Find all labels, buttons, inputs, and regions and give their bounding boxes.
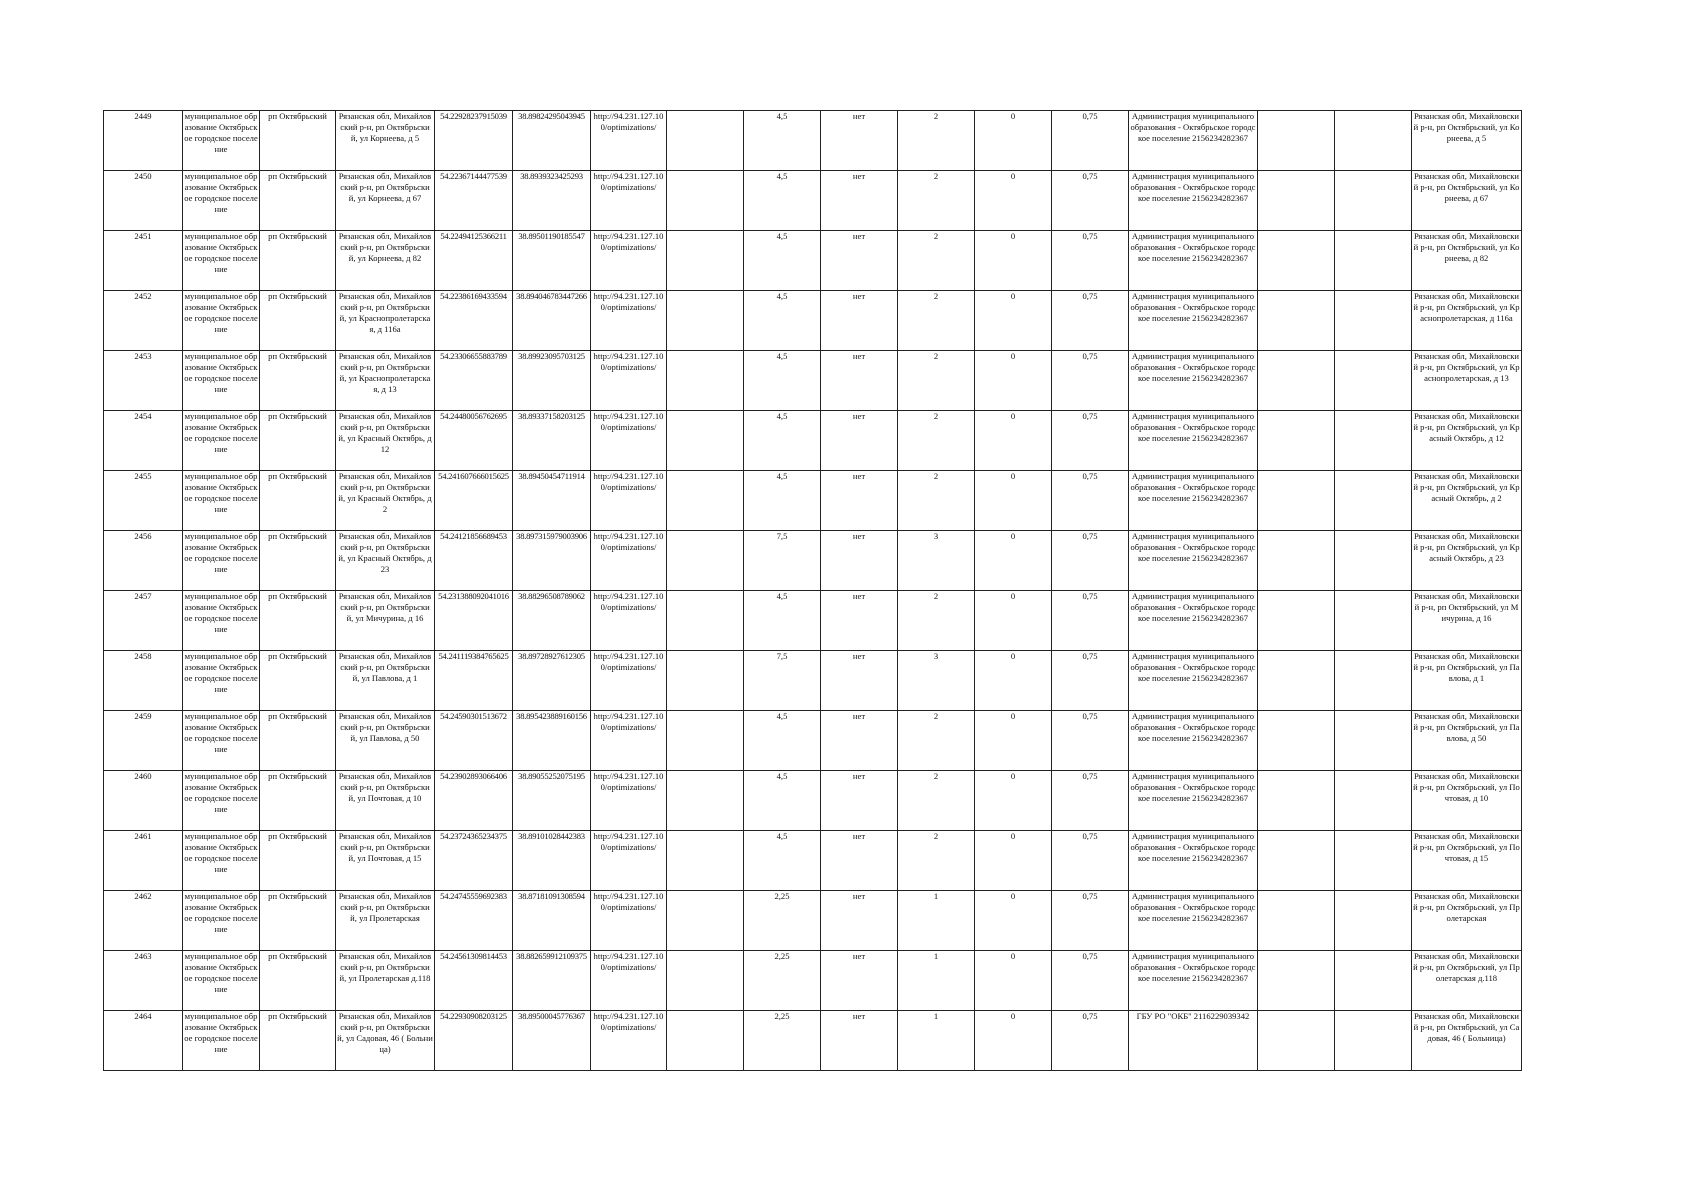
container-count-cell: 3 (898, 531, 975, 591)
row-number-cell: 2459 (104, 711, 183, 771)
table-row (104, 951, 1522, 1011)
empty-cell (1258, 291, 1335, 351)
waste-source-cell: Рязанская обл, Михайловский р-н, рп Октябрьский, ул Пролетарская д.118 (1412, 951, 1522, 1011)
area-cell: 4,5 (744, 171, 821, 231)
settlement-cell: рп Октябрьский (260, 711, 336, 771)
zero-count-cell: 0 (975, 351, 1052, 411)
table-row (104, 591, 1522, 651)
row-number-cell: 2456 (104, 531, 183, 591)
address-cell: Рязанская обл, Михайловский р-н, рп Октябрьский, ул Красный Октябрь, д 2 (336, 471, 435, 531)
municipality-type-cell: муниципальное образование Октябрьское городское поселение (183, 831, 260, 891)
volume-cell: 0,75 (1052, 231, 1129, 291)
latitude-cell: 54.241119384765625 (435, 651, 513, 711)
url-cell: http://94.231.127.100/optimizations/ (591, 591, 667, 651)
owner-cell: Администрация муниципального образования - Октябрьское городское поселение 2156234282367 (1129, 231, 1258, 291)
empty-cell (1258, 591, 1335, 651)
container-count-cell: 2 (898, 231, 975, 291)
waste-source-cell: Рязанская обл, Михайловский р-н, рп Октябрьский, ул Пролетарская (1412, 891, 1522, 951)
longitude-cell: 38.894046783447266 (513, 291, 591, 351)
municipality-type-cell: муниципальное образование Октябрьское городское поселение (183, 591, 260, 651)
volume-cell: 0,75 (1052, 771, 1129, 831)
cover-cell: нет (821, 291, 898, 351)
row-number-cell: 2463 (104, 951, 183, 1011)
zero-count-cell: 0 (975, 1011, 1052, 1071)
longitude-cell: 38.89824295043945 (513, 111, 591, 171)
empty-cell (1335, 531, 1412, 591)
volume-cell: 0,75 (1052, 1011, 1129, 1071)
table-row (104, 471, 1522, 531)
waste-source-cell: Рязанская обл, Михайловский р-н, рп Октябрьский, ул Павлова, д 1 (1412, 651, 1522, 711)
latitude-cell: 54.23902893066406 (435, 771, 513, 831)
owner-cell: ГБУ РО "ОКБ" 2116229039342 (1129, 1011, 1258, 1071)
address-cell: Рязанская обл, Михайловский р-н, рп Октябрьский, ул Корнеева, д 82 (336, 231, 435, 291)
cover-cell: нет (821, 651, 898, 711)
empty-cell (667, 891, 744, 951)
empty-cell (1335, 831, 1412, 891)
latitude-cell: 54.24480056762695 (435, 411, 513, 471)
row-number-cell: 2450 (104, 171, 183, 231)
url-cell: http://94.231.127.100/optimizations/ (591, 411, 667, 471)
settlement-cell: рп Октябрьский (260, 411, 336, 471)
zero-count-cell: 0 (975, 171, 1052, 231)
url-cell: http://94.231.127.100/optimizations/ (591, 351, 667, 411)
municipality-type-cell: муниципальное образование Октябрьское городское поселение (183, 711, 260, 771)
municipality-type-cell: муниципальное образование Октябрьское городское поселение (183, 471, 260, 531)
municipality-type-cell: муниципальное образование Октябрьское городское поселение (183, 651, 260, 711)
container-count-cell: 3 (898, 651, 975, 711)
empty-cell (667, 951, 744, 1011)
longitude-cell: 38.89055252075195 (513, 771, 591, 831)
municipality-type-cell: муниципальное образование Октябрьское городское поселение (183, 771, 260, 831)
longitude-cell: 38.882659912109375 (513, 951, 591, 1011)
empty-cell (1335, 471, 1412, 531)
latitude-cell: 54.23724365234375 (435, 831, 513, 891)
address-cell: Рязанская обл, Михайловский р-н, рп Октябрьский, ул Почтовая, д 15 (336, 831, 435, 891)
empty-cell (1258, 831, 1335, 891)
settlement-cell: рп Октябрьский (260, 1011, 336, 1071)
longitude-cell: 38.89450454711914 (513, 471, 591, 531)
empty-cell (1335, 891, 1412, 951)
empty-cell (667, 351, 744, 411)
settlement-cell: рп Октябрьский (260, 531, 336, 591)
owner-cell: Администрация муниципального образования - Октябрьское городское поселение 2156234282367 (1129, 531, 1258, 591)
table-row (104, 171, 1522, 231)
url-cell: http://94.231.127.100/optimizations/ (591, 291, 667, 351)
area-cell: 2,25 (744, 1011, 821, 1071)
table-row (104, 711, 1522, 771)
longitude-cell: 38.897315979003906 (513, 531, 591, 591)
url-cell: http://94.231.127.100/optimizations/ (591, 171, 667, 231)
empty-cell (1258, 711, 1335, 771)
cover-cell: нет (821, 171, 898, 231)
address-cell: Рязанская обл, Михайловский р-н, рп Октябрьский, ул Корнеева, д 67 (336, 171, 435, 231)
volume-cell: 0,75 (1052, 351, 1129, 411)
empty-cell (1335, 711, 1412, 771)
empty-cell (1258, 351, 1335, 411)
row-number-cell: 2455 (104, 471, 183, 531)
area-cell: 2,25 (744, 891, 821, 951)
area-cell: 4,5 (744, 591, 821, 651)
settlement-cell: рп Октябрьский (260, 771, 336, 831)
address-cell: Рязанская обл, Михайловский р-н, рп Октябрьский, ул Павлова, д 1 (336, 651, 435, 711)
settlement-cell: рп Октябрьский (260, 471, 336, 531)
empty-cell (667, 711, 744, 771)
latitude-cell: 54.22386169433594 (435, 291, 513, 351)
area-cell: 7,5 (744, 651, 821, 711)
volume-cell: 0,75 (1052, 891, 1129, 951)
row-number-cell: 2451 (104, 231, 183, 291)
empty-cell (1258, 771, 1335, 831)
latitude-cell: 54.24745559692383 (435, 891, 513, 951)
volume-cell: 0,75 (1052, 831, 1129, 891)
table-row (104, 291, 1522, 351)
owner-cell: Администрация муниципального образования - Октябрьское городское поселение 2156234282367 (1129, 951, 1258, 1011)
cover-cell: нет (821, 1011, 898, 1071)
empty-cell (1335, 951, 1412, 1011)
volume-cell: 0,75 (1052, 531, 1129, 591)
longitude-cell: 38.88296508789062 (513, 591, 591, 651)
owner-cell: Администрация муниципального образования - Октябрьское городское поселение 2156234282367 (1129, 411, 1258, 471)
empty-cell (667, 1011, 744, 1071)
waste-source-cell: Рязанская обл, Михайловский р-н, рп Октябрьский, ул Садовая, 46 ( Больница) (1412, 1011, 1522, 1071)
area-cell: 4,5 (744, 231, 821, 291)
longitude-cell: 38.89923095703125 (513, 351, 591, 411)
municipality-type-cell: муниципальное образование Октябрьское городское поселение (183, 351, 260, 411)
settlement-cell: рп Октябрьский (260, 231, 336, 291)
container-count-cell: 2 (898, 471, 975, 531)
empty-cell (1258, 891, 1335, 951)
latitude-cell: 54.24590301513672 (435, 711, 513, 771)
container-count-cell: 2 (898, 111, 975, 171)
table-row (104, 1011, 1522, 1071)
volume-cell: 0,75 (1052, 171, 1129, 231)
latitude-cell: 54.22930908203125 (435, 1011, 513, 1071)
container-count-cell: 1 (898, 891, 975, 951)
zero-count-cell: 0 (975, 951, 1052, 1011)
url-cell: http://94.231.127.100/optimizations/ (591, 1011, 667, 1071)
longitude-cell: 38.89500045776367 (513, 1011, 591, 1071)
municipality-type-cell: муниципальное образование Октябрьское городское поселение (183, 531, 260, 591)
row-number-cell: 2464 (104, 1011, 183, 1071)
area-cell: 4,5 (744, 831, 821, 891)
url-cell: http://94.231.127.100/optimizations/ (591, 231, 667, 291)
owner-cell: Администрация муниципального образования - Октябрьское городское поселение 2156234282367 (1129, 111, 1258, 171)
waste-source-cell: Рязанская обл, Михайловский р-н, рп Октябрьский, ул Корнеева, д 67 (1412, 171, 1522, 231)
container-count-cell: 1 (898, 951, 975, 1011)
zero-count-cell: 0 (975, 231, 1052, 291)
waste-source-cell: Рязанская обл, Михайловский р-н, рп Октябрьский, ул Мичурина, д 16 (1412, 591, 1522, 651)
latitude-cell: 54.22367144477539 (435, 171, 513, 231)
owner-cell: Администрация муниципального образования - Октябрьское городское поселение 2156234282367 (1129, 351, 1258, 411)
empty-cell (1258, 171, 1335, 231)
cover-cell: нет (821, 591, 898, 651)
latitude-cell: 54.22494125366211 (435, 231, 513, 291)
zero-count-cell: 0 (975, 531, 1052, 591)
waste-source-cell: Рязанская обл, Михайловский р-н, рп Октябрьский, ул Краснопролетарская, д 116а (1412, 291, 1522, 351)
empty-cell (1335, 111, 1412, 171)
zero-count-cell: 0 (975, 711, 1052, 771)
municipality-type-cell: муниципальное образование Октябрьское городское поселение (183, 1011, 260, 1071)
address-cell: Рязанская обл, Михайловский р-н, рп Октябрьский, ул Почтовая, д 10 (336, 771, 435, 831)
table-row (104, 111, 1522, 171)
owner-cell: Администрация муниципального образования - Октябрьское городское поселение 2156234282367 (1129, 771, 1258, 831)
empty-cell (1258, 231, 1335, 291)
cover-cell: нет (821, 771, 898, 831)
zero-count-cell: 0 (975, 411, 1052, 471)
table-row (104, 651, 1522, 711)
container-count-cell: 2 (898, 411, 975, 471)
settlement-cell: рп Октябрьский (260, 111, 336, 171)
container-count-cell: 2 (898, 771, 975, 831)
address-cell: Рязанская обл, Михайловский р-н, рп Октябрьский, ул Красный Октябрь, д 12 (336, 411, 435, 471)
cover-cell: нет (821, 531, 898, 591)
volume-cell: 0,75 (1052, 951, 1129, 1011)
address-cell: Рязанская обл, Михайловский р-н, рп Октябрьский, ул Пролетарская (336, 891, 435, 951)
empty-cell (667, 291, 744, 351)
url-cell: http://94.231.127.100/optimizations/ (591, 771, 667, 831)
longitude-cell: 38.8939323425293 (513, 171, 591, 231)
empty-cell (1258, 531, 1335, 591)
table-row (104, 351, 1522, 411)
cover-cell: нет (821, 891, 898, 951)
empty-cell (1335, 591, 1412, 651)
empty-cell (667, 171, 744, 231)
latitude-cell: 54.23306655883789 (435, 351, 513, 411)
latitude-cell: 54.24561309814453 (435, 951, 513, 1011)
municipality-type-cell: муниципальное образование Октябрьское городское поселение (183, 891, 260, 951)
owner-cell: Администрация муниципального образования - Октябрьское городское поселение 2156234282367 (1129, 651, 1258, 711)
empty-cell (1335, 231, 1412, 291)
table-row (104, 531, 1522, 591)
address-cell: Рязанская обл, Михайловский р-н, рп Октябрьский, ул Краснопролетарская, д 13 (336, 351, 435, 411)
longitude-cell: 38.89728927612305 (513, 651, 591, 711)
empty-cell (667, 471, 744, 531)
url-cell: http://94.231.127.100/optimizations/ (591, 711, 667, 771)
address-cell: Рязанская обл, Михайловский р-н, рп Октябрьский, ул Корнеева, д 5 (336, 111, 435, 171)
municipality-type-cell: муниципальное образование Октябрьское городское поселение (183, 411, 260, 471)
cover-cell: нет (821, 351, 898, 411)
empty-cell (667, 531, 744, 591)
municipality-type-cell: муниципальное образование Октябрьское городское поселение (183, 111, 260, 171)
owner-cell: Администрация муниципального образования - Октябрьское городское поселение 2156234282367 (1129, 891, 1258, 951)
empty-cell (1258, 111, 1335, 171)
table-row (104, 831, 1522, 891)
area-cell: 4,5 (744, 351, 821, 411)
empty-cell (667, 231, 744, 291)
row-number-cell: 2460 (104, 771, 183, 831)
url-cell: http://94.231.127.100/optimizations/ (591, 111, 667, 171)
table-row (104, 231, 1522, 291)
url-cell: http://94.231.127.100/optimizations/ (591, 651, 667, 711)
url-cell: http://94.231.127.100/optimizations/ (591, 831, 667, 891)
latitude-cell: 54.24121856689453 (435, 531, 513, 591)
empty-cell (667, 651, 744, 711)
volume-cell: 0,75 (1052, 471, 1129, 531)
table-row (104, 411, 1522, 471)
waste-source-cell: Рязанская обл, Михайловский р-н, рп Октябрьский, ул Корнеева, д 5 (1412, 111, 1522, 171)
area-cell: 4,5 (744, 771, 821, 831)
empty-cell (667, 771, 744, 831)
area-cell: 4,5 (744, 471, 821, 531)
owner-cell: Администрация муниципального образования - Октябрьское городское поселение 2156234282367 (1129, 831, 1258, 891)
volume-cell: 0,75 (1052, 711, 1129, 771)
container-count-cell: 2 (898, 171, 975, 231)
zero-count-cell: 0 (975, 891, 1052, 951)
owner-cell: Администрация муниципального образования - Октябрьское городское поселение 2156234282367 (1129, 711, 1258, 771)
row-number-cell: 2462 (104, 891, 183, 951)
zero-count-cell: 0 (975, 111, 1052, 171)
settlement-cell: рп Октябрьский (260, 351, 336, 411)
owner-cell: Администрация муниципального образования - Октябрьское городское поселение 2156234282367 (1129, 171, 1258, 231)
waste-source-cell: Рязанская обл, Михайловский р-н, рп Октябрьский, ул Красный Октябрь, д 12 (1412, 411, 1522, 471)
address-cell: Рязанская обл, Михайловский р-н, рп Октябрьский, ул Красный Октябрь, д 23 (336, 531, 435, 591)
owner-cell: Администрация муниципального образования - Октябрьское городское поселение 2156234282367 (1129, 591, 1258, 651)
empty-cell (667, 411, 744, 471)
row-number-cell: 2453 (104, 351, 183, 411)
url-cell: http://94.231.127.100/optimizations/ (591, 951, 667, 1011)
cover-cell: нет (821, 951, 898, 1011)
settlement-cell: рп Октябрьский (260, 171, 336, 231)
empty-cell (1335, 1011, 1412, 1071)
zero-count-cell: 0 (975, 471, 1052, 531)
empty-cell (1335, 411, 1412, 471)
volume-cell: 0,75 (1052, 291, 1129, 351)
cover-cell: нет (821, 411, 898, 471)
cover-cell: нет (821, 831, 898, 891)
owner-cell: Администрация муниципального образования - Октябрьское городское поселение 2156234282367 (1129, 471, 1258, 531)
settlement-cell: рп Октябрьский (260, 951, 336, 1011)
area-cell: 4,5 (744, 111, 821, 171)
area-cell: 2,25 (744, 951, 821, 1011)
waste-source-cell: Рязанская обл, Михайловский р-н, рп Октябрьский, ул Корнеева, д 82 (1412, 231, 1522, 291)
waste-source-cell: Рязанская обл, Михайловский р-н, рп Октябрьский, ул Почтовая, д 15 (1412, 831, 1522, 891)
municipality-type-cell: муниципальное образование Октябрьское городское поселение (183, 951, 260, 1011)
volume-cell: 0,75 (1052, 411, 1129, 471)
table-row (104, 891, 1522, 951)
row-number-cell: 2452 (104, 291, 183, 351)
address-cell: Рязанская обл, Михайловский р-н, рп Октябрьский, ул Садовая, 46 ( Больница) (336, 1011, 435, 1071)
volume-cell: 0,75 (1052, 111, 1129, 171)
row-number-cell: 2449 (104, 111, 183, 171)
longitude-cell: 38.895423889160156 (513, 711, 591, 771)
empty-cell (1258, 1011, 1335, 1071)
row-number-cell: 2454 (104, 411, 183, 471)
volume-cell: 0,75 (1052, 591, 1129, 651)
latitude-cell: 54.241607666015625 (435, 471, 513, 531)
empty-cell (1335, 351, 1412, 411)
container-count-cell: 2 (898, 291, 975, 351)
zero-count-cell: 0 (975, 291, 1052, 351)
address-cell: Рязанская обл, Михайловский р-н, рп Октябрьский, ул Краснопролетарская, д 116а (336, 291, 435, 351)
container-count-cell: 1 (898, 1011, 975, 1071)
latitude-cell: 54.231388092041016 (435, 591, 513, 651)
settlement-cell: рп Октябрьский (260, 891, 336, 951)
settlement-cell: рп Октябрьский (260, 591, 336, 651)
latitude-cell: 54.22928237915039 (435, 111, 513, 171)
owner-cell: Администрация муниципального образования - Октябрьское городское поселение 2156234282367 (1129, 291, 1258, 351)
container-count-cell: 2 (898, 831, 975, 891)
waste-source-cell: Рязанская обл, Михайловский р-н, рп Октябрьский, ул Почтовая, д 10 (1412, 771, 1522, 831)
url-cell: http://94.231.127.100/optimizations/ (591, 891, 667, 951)
cover-cell: нет (821, 111, 898, 171)
cover-cell: нет (821, 471, 898, 531)
zero-count-cell: 0 (975, 771, 1052, 831)
url-cell: http://94.231.127.100/optimizations/ (591, 471, 667, 531)
settlement-cell: рп Октябрьский (260, 291, 336, 351)
empty-cell (1335, 171, 1412, 231)
area-cell: 4,5 (744, 711, 821, 771)
zero-count-cell: 0 (975, 651, 1052, 711)
container-count-cell: 2 (898, 591, 975, 651)
longitude-cell: 38.89101028442383 (513, 831, 591, 891)
waste-source-cell: Рязанская обл, Михайловский р-н, рп Октябрьский, ул Красный Октябрь, д 23 (1412, 531, 1522, 591)
volume-cell: 0,75 (1052, 651, 1129, 711)
row-number-cell: 2458 (104, 651, 183, 711)
empty-cell (667, 591, 744, 651)
container-count-cell: 2 (898, 351, 975, 411)
area-cell: 7,5 (744, 531, 821, 591)
row-number-cell: 2461 (104, 831, 183, 891)
municipality-type-cell: муниципальное образование Октябрьское городское поселение (183, 171, 260, 231)
row-number-cell: 2457 (104, 591, 183, 651)
empty-cell (1335, 771, 1412, 831)
cover-cell: нет (821, 711, 898, 771)
empty-cell (1258, 411, 1335, 471)
waste-source-cell: Рязанская обл, Михайловский р-н, рп Октябрьский, ул Краснопролетарская, д 13 (1412, 351, 1522, 411)
empty-cell (1335, 651, 1412, 711)
url-cell: http://94.231.127.100/optimizations/ (591, 531, 667, 591)
settlement-cell: рп Октябрьский (260, 831, 336, 891)
empty-cell (667, 111, 744, 171)
empty-cell (1258, 471, 1335, 531)
waste-source-cell: Рязанская обл, Михайловский р-н, рп Октябрьский, ул Красный Октябрь, д 2 (1412, 471, 1522, 531)
area-cell: 4,5 (744, 411, 821, 471)
address-cell: Рязанская обл, Михайловский р-н, рп Октябрьский, ул Мичурина, д 16 (336, 591, 435, 651)
empty-cell (1335, 291, 1412, 351)
empty-cell (1258, 951, 1335, 1011)
longitude-cell: 38.89501190185547 (513, 231, 591, 291)
longitude-cell: 38.87181091308594 (513, 891, 591, 951)
zero-count-cell: 0 (975, 591, 1052, 651)
municipality-type-cell: муниципальное образование Октябрьское городское поселение (183, 291, 260, 351)
waste-source-cell: Рязанская обл, Михайловский р-н, рп Октябрьский, ул Павлова, д 50 (1412, 711, 1522, 771)
address-cell: Рязанская обл, Михайловский р-н, рп Октябрьский, ул Павлова, д 50 (336, 711, 435, 771)
cover-cell: нет (821, 231, 898, 291)
empty-cell (667, 831, 744, 891)
municipality-type-cell: муниципальное образование Октябрьское городское поселение (183, 231, 260, 291)
zero-count-cell: 0 (975, 831, 1052, 891)
address-cell: Рязанская обл, Михайловский р-н, рп Октябрьский, ул Пролетарская д.118 (336, 951, 435, 1011)
registry-table (103, 110, 1522, 1071)
longitude-cell: 38.89337158203125 (513, 411, 591, 471)
area-cell: 4,5 (744, 291, 821, 351)
table-row (104, 771, 1522, 831)
empty-cell (1258, 651, 1335, 711)
container-count-cell: 2 (898, 711, 975, 771)
settlement-cell: рп Октябрьский (260, 651, 336, 711)
